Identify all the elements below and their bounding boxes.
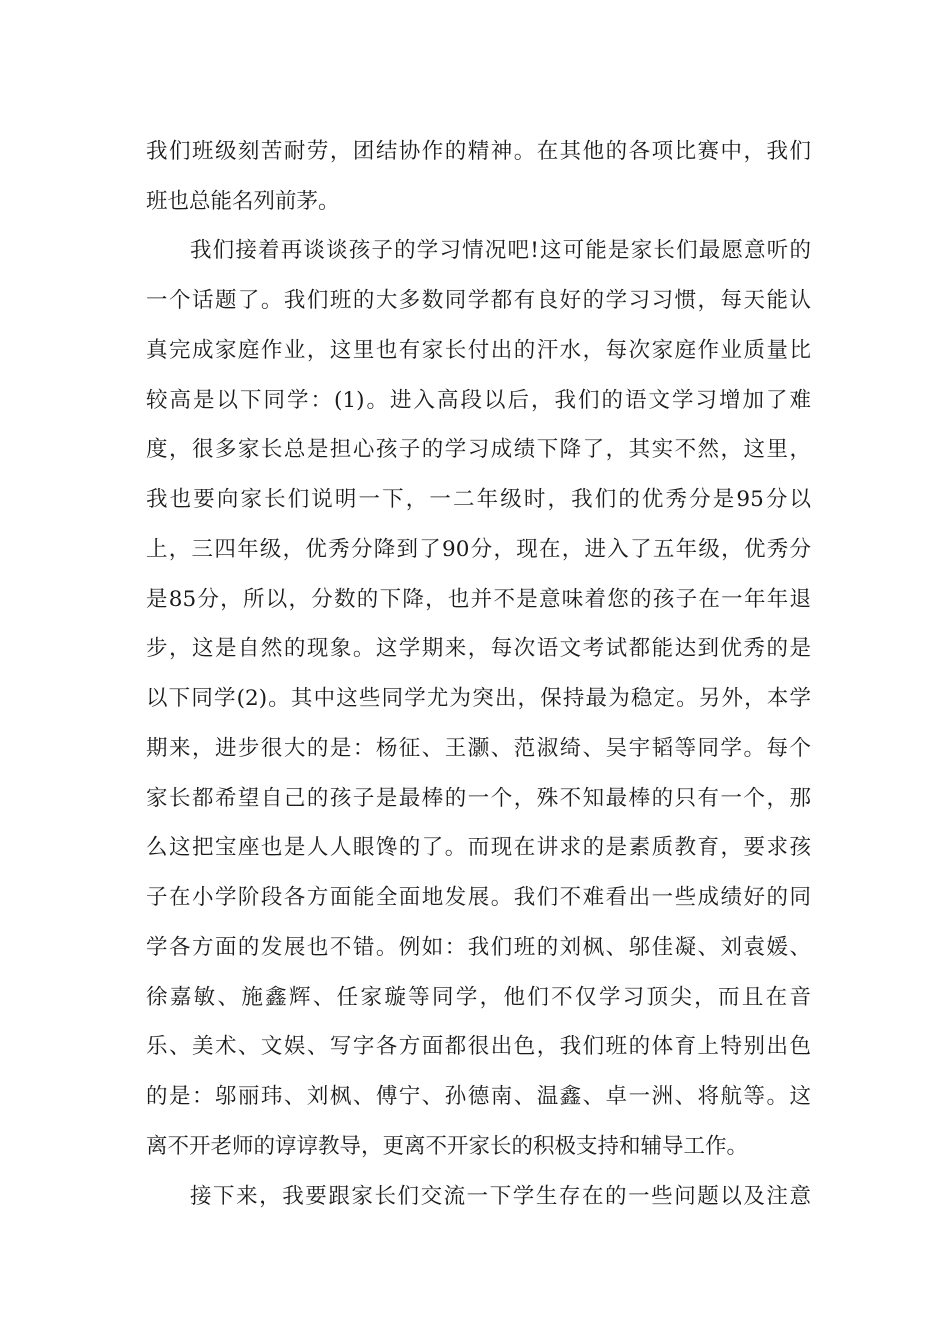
text-line-12: 以下同学(2)。其中这些同学尤为突出，保持最为稳定。另外，本学 [146,686,811,711]
text-line-1: 我们班级刻苦耐劳，团结协作的精神。在其他的各项比赛中，我们 [146,139,811,164]
text-line-15: 么这把宝座也是人人眼馋的了。而现在讲求的是素质教育，要求孩 [146,835,811,860]
text-line-8: 我也要向家长们说明一下，一二年级时，我们的优秀分是95分以 [146,487,811,512]
text-line-6: 较高是以下同学：(1)。进入高段以后，我们的语文学习增加了难 [146,388,811,413]
text-line-5: 真完成家庭作业，这里也有家长付出的汗水，每次家庭作业质量比 [146,338,811,363]
text-line-17: 学各方面的发展也不错。例如：我们班的刘枫、邬佳凝、刘袁媛、 [146,935,811,960]
text-line-4: 一个话题了。我们班的大多数同学都有良好的学习习惯，每天能认 [146,288,811,313]
text-line-13: 期来，进步很大的是：杨征、王灏、范淑绮、吴宇韬等同学。每个 [146,736,811,761]
text-line-14: 家长都希望自己的孩子是最棒的一个，殊不知最棒的只有一个，那 [146,786,811,811]
text-line-21: 离不开老师的谆谆教导，更离不开家长的积极支持和辅导工作。 [146,1134,749,1159]
text-line-9: 上，三四年级，优秀分降到了90分，现在，进入了五年级，优秀分 [146,537,811,562]
text-line-22: 接下来，我要跟家长们交流一下学生存在的一些问题以及注意 [190,1184,811,1209]
text-line-18: 徐嘉敏、施鑫辉、任家璇等同学，他们不仅学习顶尖，而且在音 [146,985,811,1010]
text-line-7: 度，很多家长总是担心孩子的学习成绩下降了，其实不然，这里， [146,437,811,462]
text-line-3: 我们接着再谈谈孩子的学习情况吧!这可能是家长们最愿意听的 [190,238,811,263]
text-line-11: 步，这是自然的现象。这学期来，每次语文考试都能达到优秀的是 [146,636,811,661]
text-line-16: 子在小学阶段各方面能全面地发展。我们不难看出一些成绩好的同 [146,885,811,910]
text-line-20: 的是：邬丽玮、刘枫、傅宁、孙德南、温鑫、卓一洲、将航等。这 [146,1084,811,1109]
text-line-2: 班也总能名列前茅。 [146,189,340,214]
text-line-19: 乐、美术、文娱、写字各方面都很出色，我们班的体育上特别出色 [146,1034,811,1059]
text-line-10: 是85分，所以，分数的下降，也并不是意味着您的孩子在一年年退 [146,587,811,612]
